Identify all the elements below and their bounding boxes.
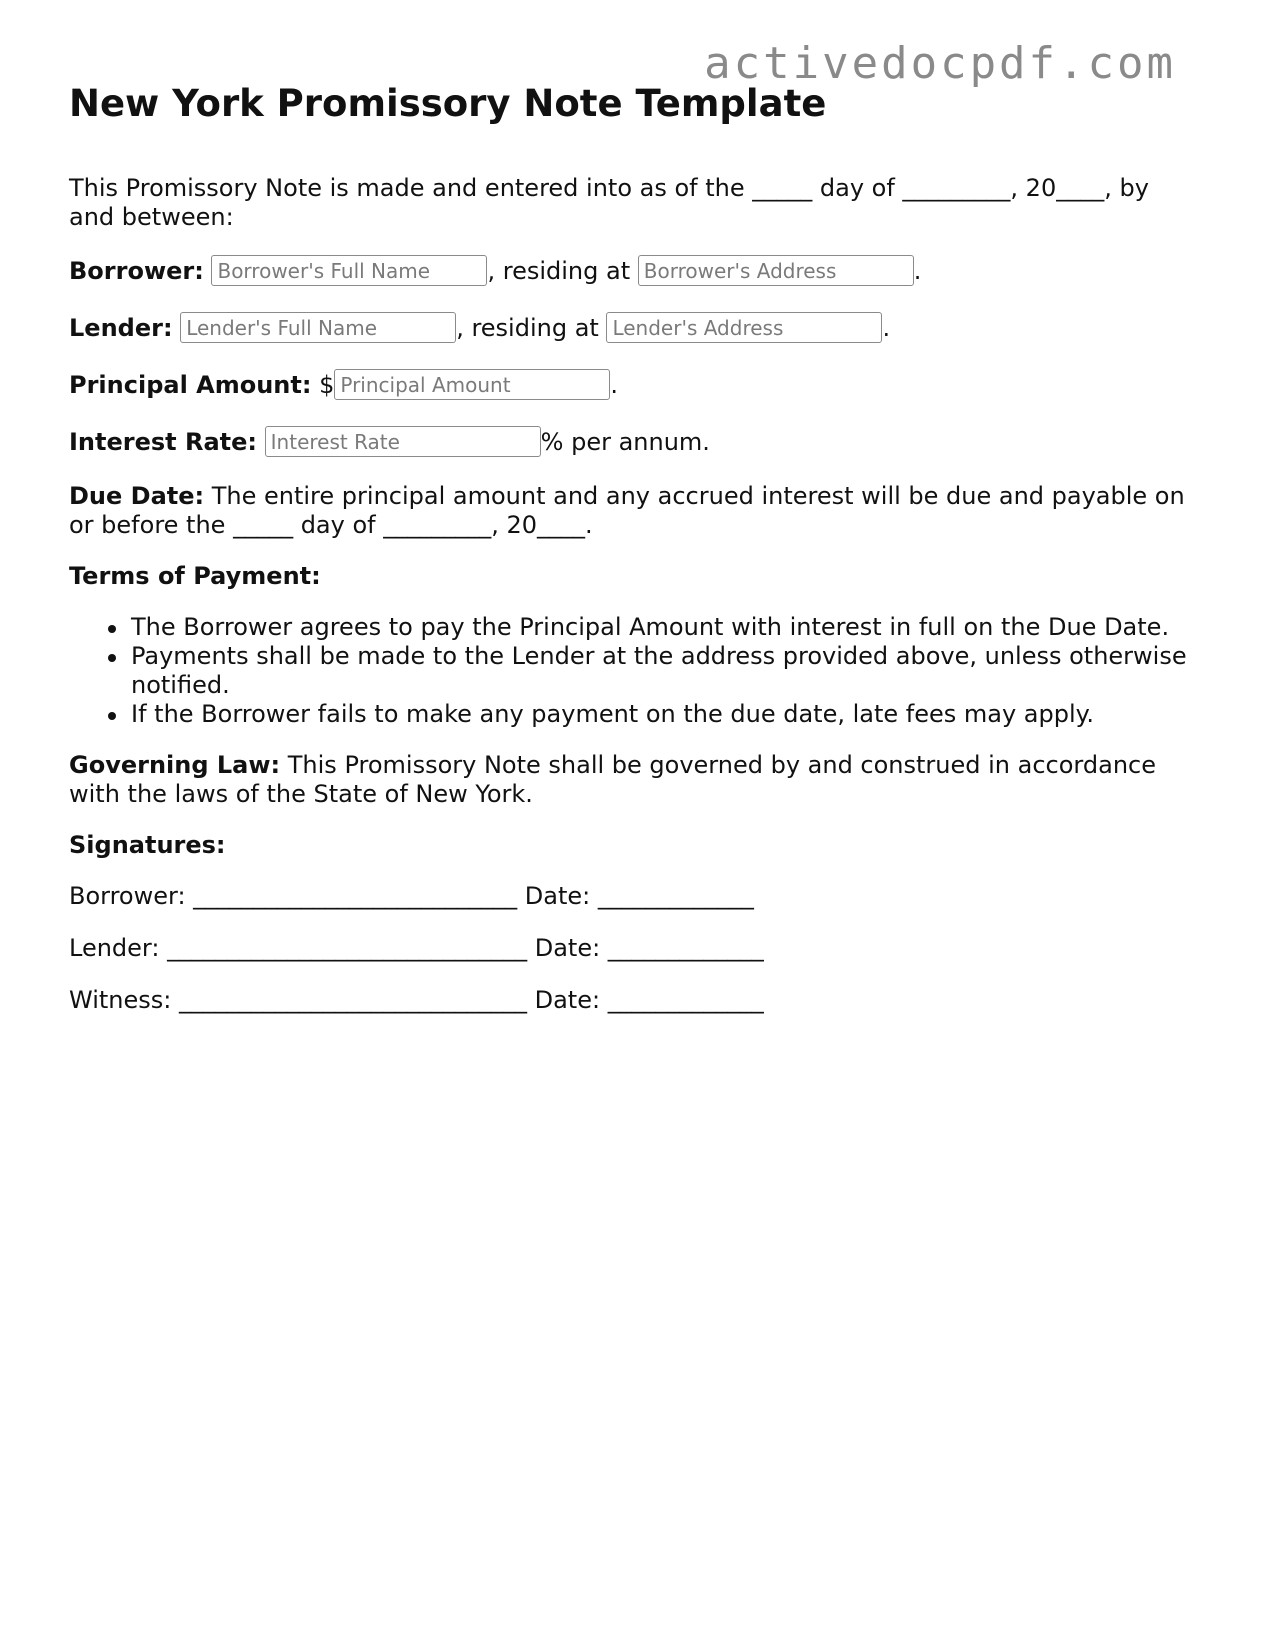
document-page <box>69 82 1199 1038</box>
borrower-name-input[interactable] <box>211 255 487 286</box>
intro-paragraph: This Promissory Note is made and entered into as of the _____ day of _________, 20____, by and between: <box>69 174 1149 231</box>
signatures-heading: Signatures: <box>69 831 226 859</box>
borrower-address-input[interactable] <box>638 255 914 286</box>
governing-law-paragraph <box>69 751 1199 809</box>
principal-prefix: $ <box>311 371 335 399</box>
interest-line <box>69 425 1199 460</box>
terms-heading: Terms of Payment: <box>69 562 321 590</box>
borrower-end: . <box>913 257 922 285</box>
list-item: The Borrower agrees to pay the Principal Amount with interest in full on the Due Date. <box>131 613 1199 642</box>
page-title: New York Promissory Note Template <box>69 82 827 125</box>
list-item: If the Borrower fails to make any payment on the due date, late fees may apply. <box>131 700 1199 729</box>
lender-label: Lender: <box>69 314 173 342</box>
terms-list <box>69 613 1199 729</box>
lender-address-input[interactable] <box>606 312 882 343</box>
due-date-paragraph <box>69 482 1199 540</box>
lender-residing-text: , residing at <box>456 314 607 342</box>
governing-law-label: Governing Law: <box>69 751 281 779</box>
borrower-residing-text: , residing at <box>487 257 638 285</box>
list-item: Payments shall be made to the Lender at the address provided above, unless otherwise notified. <box>131 642 1199 700</box>
due-date-label: Due Date: <box>69 482 205 510</box>
borrower-label: Borrower: <box>69 257 204 285</box>
lender-name-input[interactable] <box>180 312 456 343</box>
interest-rate-input[interactable] <box>265 426 541 457</box>
governing-law-text: This Promissory Note shall be governed by and construed in accordance with the laws of the State of New York. <box>69 751 1156 808</box>
witness-signature-line: Witness: _____________________________ Date: _____________ <box>69 986 764 1014</box>
interest-suffix: % per annum. <box>540 428 710 456</box>
principal-line <box>69 368 1199 403</box>
borrower-line <box>69 254 1199 289</box>
lender-signature-line: Lender: ______________________________ Date: _____________ <box>69 934 764 962</box>
lender-end: . <box>882 314 891 342</box>
principal-label: Principal Amount: <box>69 371 312 399</box>
principal-amount-input[interactable] <box>334 369 610 400</box>
borrower-signature-line: Borrower: ___________________________ Date: _____________ <box>69 882 754 910</box>
watermark: activedocpdf.com <box>704 38 1176 89</box>
due-date-text: The entire principal amount and any accrued interest will be due and payable on or before the _____ day of _________, 20____. <box>69 482 1185 539</box>
lender-line <box>69 311 1199 346</box>
interest-label: Interest Rate: <box>69 428 258 456</box>
principal-end: . <box>610 371 619 399</box>
